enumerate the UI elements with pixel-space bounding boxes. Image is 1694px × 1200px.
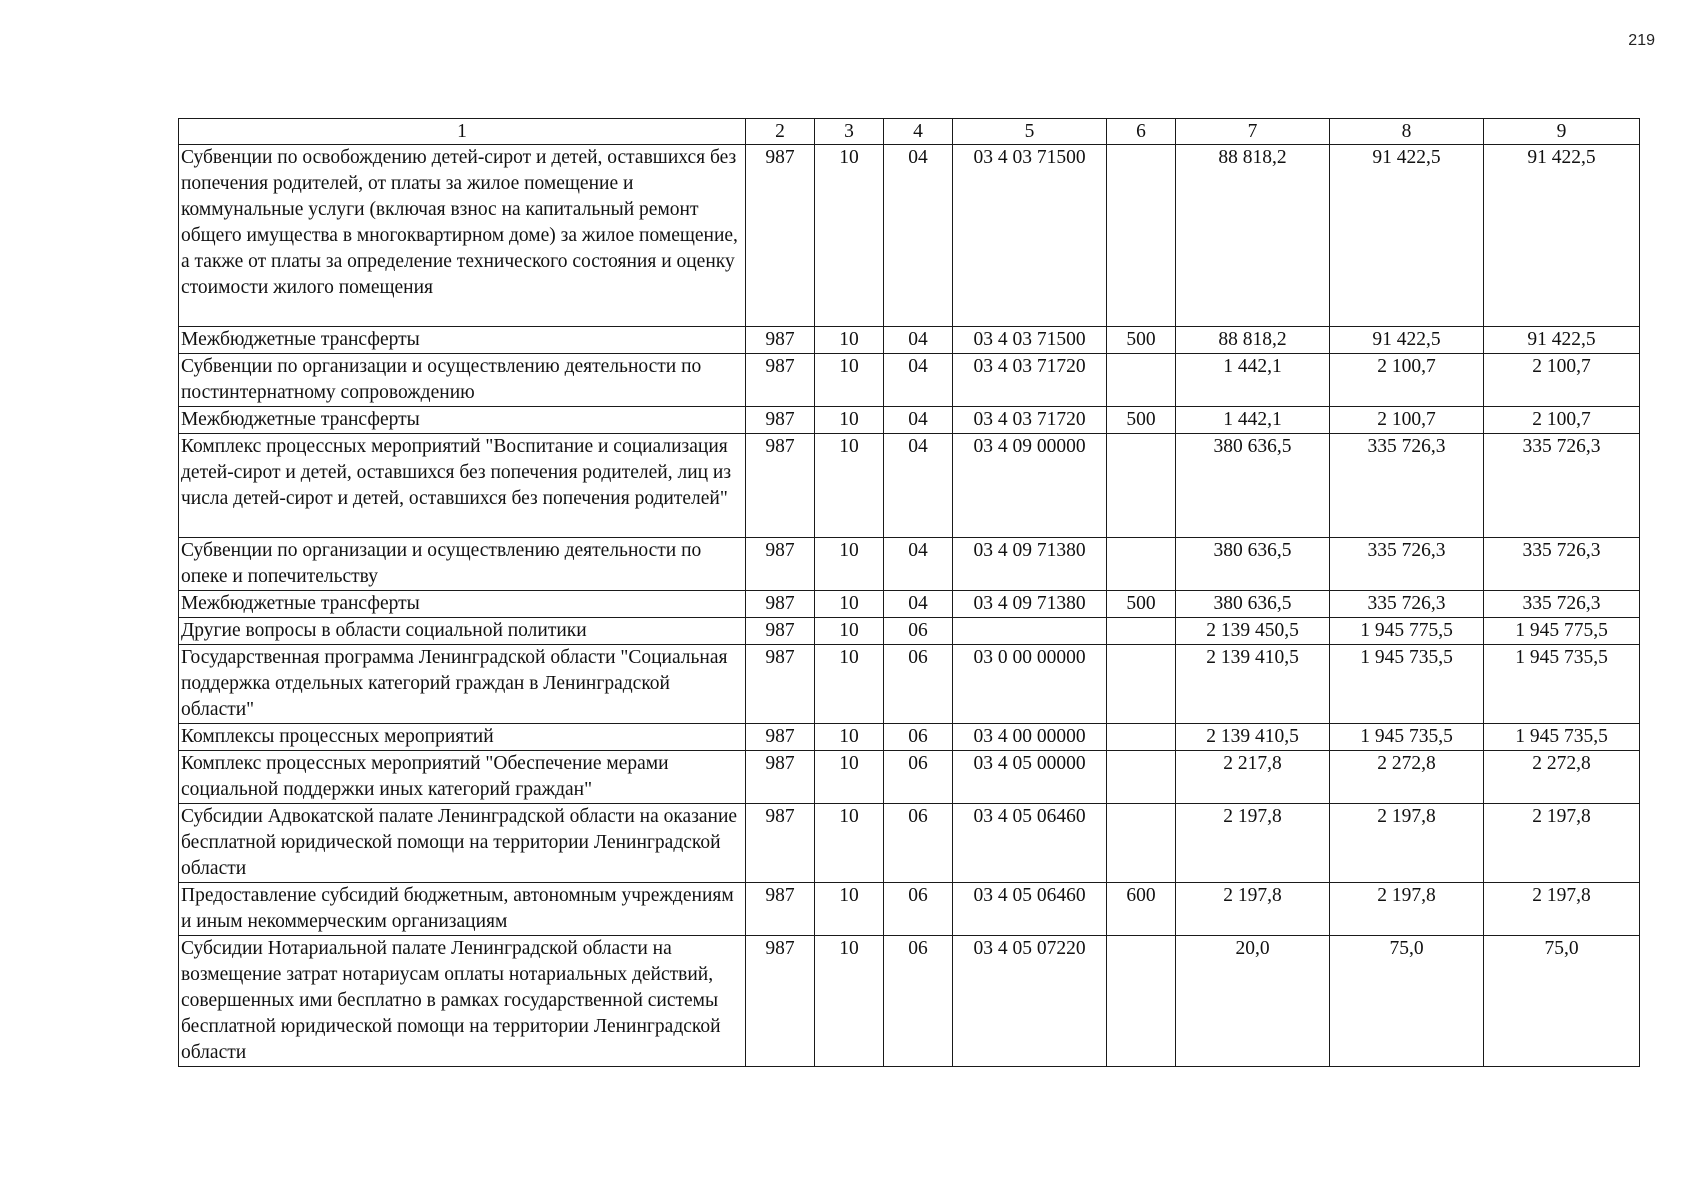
column-header: 7: [1176, 119, 1330, 145]
row-name: Субсидии Адвокатской палате Ленинградской области на оказание бесплатной юридической помощи на территории Ленинградской области: [179, 804, 746, 883]
row-name: Другие вопросы в области социальной политики: [179, 618, 746, 645]
cell-amount-9: 335 726,3: [1484, 538, 1640, 591]
cell-ministry: 987: [746, 434, 815, 538]
cell-section: 10: [815, 327, 884, 354]
cell-amount-8: 91 422,5: [1330, 145, 1484, 327]
column-header: 4: [884, 119, 953, 145]
cell-expense-type: [1107, 434, 1176, 538]
cell-section: 10: [815, 618, 884, 645]
cell-amount-9: 91 422,5: [1484, 327, 1640, 354]
row-name: Межбюджетные трансферты: [179, 591, 746, 618]
cell-amount-9: 2 272,8: [1484, 751, 1640, 804]
cell-subsection: 04: [884, 327, 953, 354]
cell-amount-8: 1 945 775,5: [1330, 618, 1484, 645]
cell-amount-9: 2 197,8: [1484, 804, 1640, 883]
cell-section: 10: [815, 434, 884, 538]
cell-expense-type: [1107, 936, 1176, 1067]
column-header: 8: [1330, 119, 1484, 145]
cell-amount-7: 380 636,5: [1176, 434, 1330, 538]
cell-amount-8: 2 197,8: [1330, 883, 1484, 936]
table-row: [179, 354, 1640, 407]
cell-amount-7: 380 636,5: [1176, 538, 1330, 591]
table-row: [179, 883, 1640, 936]
table-row: [179, 618, 1640, 645]
cell-section: 10: [815, 883, 884, 936]
cell-target-code: 03 4 09 71380: [953, 538, 1107, 591]
cell-amount-8: 1 945 735,5: [1330, 645, 1484, 724]
cell-target-code: 03 4 05 00000: [953, 751, 1107, 804]
cell-amount-7: 2 197,8: [1176, 804, 1330, 883]
table-row: [179, 145, 1640, 327]
cell-amount-8: 1 945 735,5: [1330, 724, 1484, 751]
cell-amount-9: 2 100,7: [1484, 354, 1640, 407]
cell-target-code: 03 4 05 07220: [953, 936, 1107, 1067]
cell-target-code: 03 4 05 06460: [953, 883, 1107, 936]
table-row: [179, 724, 1640, 751]
cell-ministry: 987: [746, 407, 815, 434]
row-name: Комплексы процессных мероприятий: [179, 724, 746, 751]
cell-amount-9: 75,0: [1484, 936, 1640, 1067]
row-name: Комплекс процессных мероприятий "Воспитание и социализация детей-сирот и детей, оставшихся без попечения родителей, лиц из числа детей-сирот и детей, оставшихся без попечения родителей": [179, 434, 746, 538]
column-header: 9: [1484, 119, 1640, 145]
row-name: Субсидии Нотариальной палате Ленинградской области на возмещение затрат нотариусам оплаты нотариальных действий, совершенных ими бесплатно в рамках государственной системы бесплатной юридической помощи на территории Ленинградской области: [179, 936, 746, 1067]
row-name: Предоставление субсидий бюджетным, автономным учреждениям и иным некоммерческим организациям: [179, 883, 746, 936]
cell-section: 10: [815, 145, 884, 327]
cell-ministry: 987: [746, 354, 815, 407]
budget-table: [178, 118, 1640, 1067]
cell-amount-7: 380 636,5: [1176, 591, 1330, 618]
cell-amount-8: 91 422,5: [1330, 327, 1484, 354]
cell-ministry: 987: [746, 591, 815, 618]
table-row: [179, 936, 1640, 1067]
row-name: Комплекс процессных мероприятий "Обеспечение мерами социальной поддержки иных категорий граждан": [179, 751, 746, 804]
cell-amount-9: 2 100,7: [1484, 407, 1640, 434]
column-header: 5: [953, 119, 1107, 145]
cell-amount-8: 2 100,7: [1330, 354, 1484, 407]
cell-amount-8: 335 726,3: [1330, 434, 1484, 538]
cell-section: 10: [815, 538, 884, 591]
cell-subsection: 04: [884, 354, 953, 407]
cell-expense-type: 500: [1107, 407, 1176, 434]
cell-amount-9: 1 945 735,5: [1484, 645, 1640, 724]
cell-amount-9: 2 197,8: [1484, 883, 1640, 936]
cell-expense-type: [1107, 645, 1176, 724]
cell-target-code: 03 0 00 00000: [953, 645, 1107, 724]
cell-ministry: 987: [746, 751, 815, 804]
table-row: [179, 434, 1640, 538]
cell-expense-type: [1107, 804, 1176, 883]
table-row: [179, 327, 1640, 354]
cell-amount-8: 335 726,3: [1330, 538, 1484, 591]
table-row: [179, 804, 1640, 883]
cell-amount-7: 2 217,8: [1176, 751, 1330, 804]
cell-amount-8: 335 726,3: [1330, 591, 1484, 618]
page-number: 219: [1628, 32, 1655, 49]
cell-target-code: [953, 618, 1107, 645]
cell-ministry: 987: [746, 804, 815, 883]
cell-subsection: 06: [884, 883, 953, 936]
cell-amount-7: 1 442,1: [1176, 407, 1330, 434]
row-name: Субвенции по организации и осуществлению деятельности по опеке и попечительству: [179, 538, 746, 591]
cell-section: 10: [815, 407, 884, 434]
cell-amount-9: 335 726,3: [1484, 434, 1640, 538]
cell-ministry: 987: [746, 936, 815, 1067]
cell-amount-8: 2 272,8: [1330, 751, 1484, 804]
row-name: Субвенции по организации и осуществлению деятельности по постинтернатному сопровождению: [179, 354, 746, 407]
cell-amount-7: 88 818,2: [1176, 145, 1330, 327]
row-name: Межбюджетные трансферты: [179, 327, 746, 354]
cell-expense-type: 500: [1107, 591, 1176, 618]
cell-amount-7: 2 197,8: [1176, 883, 1330, 936]
cell-section: 10: [815, 936, 884, 1067]
cell-section: 10: [815, 804, 884, 883]
cell-expense-type: [1107, 618, 1176, 645]
cell-subsection: 06: [884, 645, 953, 724]
cell-ministry: 987: [746, 883, 815, 936]
cell-subsection: 04: [884, 434, 953, 538]
cell-expense-type: 500: [1107, 327, 1176, 354]
cell-target-code: 03 4 03 71500: [953, 327, 1107, 354]
table-row: [179, 591, 1640, 618]
cell-amount-7: 2 139 410,5: [1176, 645, 1330, 724]
cell-ministry: 987: [746, 618, 815, 645]
cell-subsection: 06: [884, 724, 953, 751]
cell-target-code: 03 4 03 71500: [953, 145, 1107, 327]
cell-expense-type: [1107, 354, 1176, 407]
cell-amount-7: 2 139 410,5: [1176, 724, 1330, 751]
cell-amount-8: 2 197,8: [1330, 804, 1484, 883]
cell-ministry: 987: [746, 538, 815, 591]
cell-amount-9: 335 726,3: [1484, 591, 1640, 618]
cell-subsection: 06: [884, 804, 953, 883]
cell-amount-7: 20,0: [1176, 936, 1330, 1067]
cell-amount-7: 88 818,2: [1176, 327, 1330, 354]
table-row: [179, 538, 1640, 591]
cell-section: 10: [815, 645, 884, 724]
cell-target-code: 03 4 05 06460: [953, 804, 1107, 883]
cell-subsection: 04: [884, 407, 953, 434]
header-row: [179, 119, 1640, 145]
column-header: 2: [746, 119, 815, 145]
cell-target-code: 03 4 09 71380: [953, 591, 1107, 618]
cell-amount-8: 2 100,7: [1330, 407, 1484, 434]
cell-amount-9: 1 945 775,5: [1484, 618, 1640, 645]
cell-subsection: 04: [884, 145, 953, 327]
table-row: [179, 407, 1640, 434]
cell-expense-type: [1107, 751, 1176, 804]
cell-section: 10: [815, 354, 884, 407]
cell-section: 10: [815, 724, 884, 751]
table-row: [179, 751, 1640, 804]
cell-subsection: 06: [884, 936, 953, 1067]
cell-amount-7: 1 442,1: [1176, 354, 1330, 407]
cell-expense-type: [1107, 538, 1176, 591]
cell-amount-9: 1 945 735,5: [1484, 724, 1640, 751]
cell-target-code: 03 4 03 71720: [953, 354, 1107, 407]
cell-ministry: 987: [746, 145, 815, 327]
column-header: 6: [1107, 119, 1176, 145]
cell-expense-type: [1107, 724, 1176, 751]
cell-amount-8: 75,0: [1330, 936, 1484, 1067]
cell-subsection: 06: [884, 751, 953, 804]
row-name: Межбюджетные трансферты: [179, 407, 746, 434]
column-header: 3: [815, 119, 884, 145]
cell-section: 10: [815, 751, 884, 804]
cell-expense-type: [1107, 145, 1176, 327]
cell-ministry: 987: [746, 724, 815, 751]
cell-target-code: 03 4 00 00000: [953, 724, 1107, 751]
cell-subsection: 04: [884, 538, 953, 591]
cell-section: 10: [815, 591, 884, 618]
column-header: 1: [179, 119, 746, 145]
cell-target-code: 03 4 09 00000: [953, 434, 1107, 538]
row-name: Субвенции по освобождению детей-сирот и детей, оставшихся без попечения родителей, от платы за жилое помещение и коммунальные услуги (включая взнос на капитальный ремонт общего имущества в многоквартирном доме) за жилое помещение, а также от платы за определение технического состояния и оценку стоимости жилого помещения: [179, 145, 746, 327]
cell-subsection: 06: [884, 618, 953, 645]
cell-ministry: 987: [746, 327, 815, 354]
cell-ministry: 987: [746, 645, 815, 724]
row-name: Государственная программа Ленинградской области "Социальная поддержка отдельных категорий граждан в Ленинградской области": [179, 645, 746, 724]
cell-target-code: 03 4 03 71720: [953, 407, 1107, 434]
cell-subsection: 04: [884, 591, 953, 618]
cell-amount-7: 2 139 450,5: [1176, 618, 1330, 645]
cell-amount-9: 91 422,5: [1484, 145, 1640, 327]
cell-expense-type: 600: [1107, 883, 1176, 936]
table-row: [179, 645, 1640, 724]
